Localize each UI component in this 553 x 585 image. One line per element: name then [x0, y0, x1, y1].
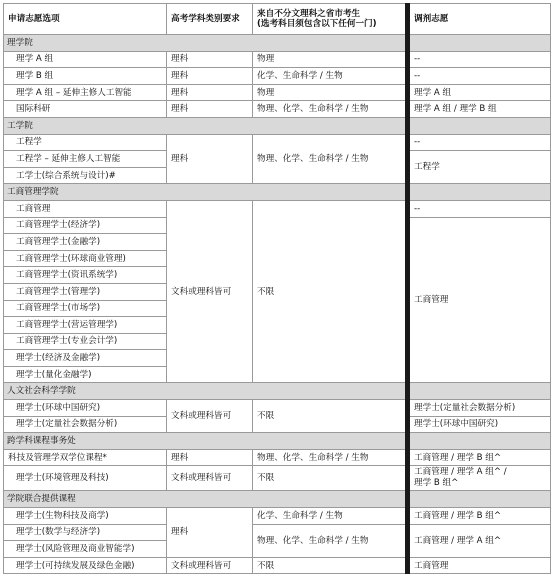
alternative-cell [408, 466, 551, 491]
table-row [4, 524, 551, 541]
programme-cell: 科技及管理学双学位课程* [4, 449, 167, 466]
programme-cell: 理学士(可持续发展及绿色金融) [4, 557, 167, 574]
section-row [4, 383, 551, 400]
section-alt-cell [408, 35, 551, 52]
subjects-cell: 物理、化学、生命科学 / 生物 [253, 134, 408, 184]
subjects-cell: 不限 [253, 466, 408, 491]
section-alt-cell [408, 433, 551, 450]
programme-cell: 工商管理学士(环球商业管理) [4, 250, 167, 267]
programme-cell: 工商管理学士(金融学) [4, 234, 167, 251]
programme-cell: 理学 A 组 – 延伸主修人工智能 [4, 84, 167, 101]
section-title: 跨学科课程事务处 [4, 433, 408, 450]
alternative-cell: 工商管理 [408, 557, 551, 574]
header-stream: 高考学科类别要求 [167, 4, 253, 35]
section-row [4, 433, 551, 450]
programme-cell: 理学士(数学与经济学) [4, 524, 167, 541]
programme-cell: 工程学 [4, 134, 167, 151]
section-title: 工商管理学院 [4, 184, 408, 201]
programme-cell: 工商管理 [4, 200, 167, 217]
subjects-cell: 物理 [253, 84, 408, 101]
section-title: 人文社会科学学院 [4, 383, 408, 400]
header-subjects-line1: 来自不分文理科之省市考生 [257, 9, 361, 19]
stream-cell: 理科 [167, 508, 253, 558]
section-title: 工学院 [4, 117, 408, 134]
programme-cell: 理学士(环球中国研究) [4, 400, 167, 417]
section-row [4, 35, 551, 52]
programme-cell: 理学士(环境管理及科技) [4, 466, 167, 491]
alternative-cell: 理学 A 组 [408, 84, 551, 101]
table-row [4, 400, 551, 417]
subjects-cell: 化学、生命科学 / 生物 [253, 68, 408, 85]
alternative-cell: 工商管理 / 理学 A 组^ [408, 524, 551, 557]
subjects-cell: 化学、生命科学 / 生物 [253, 508, 408, 525]
programme-cell: 理学士(定量社会数据分析) [4, 416, 167, 433]
alternative-cell: 理学士(定量社会数据分析) [408, 400, 551, 417]
section-title: 理学院 [4, 35, 408, 52]
table-row [4, 557, 551, 574]
alternative-cell: 工商管理 / 理学 B 组^ [408, 449, 551, 466]
header-row [4, 4, 551, 35]
programme-cell: 工商管理学士(营运管理学) [4, 317, 167, 334]
programme-cell: 工程学 – 延伸主修人工智能 [4, 151, 167, 168]
alternative-cell: 理学 A 组 / 理学 B 组 [408, 101, 551, 118]
programme-cell: 理学士(量化金融学) [4, 366, 167, 383]
stream-cell: 文科或理科皆可 [167, 557, 253, 574]
table-row [4, 101, 551, 118]
programme-cell: 理学士(风险管理及商业智能学) [4, 541, 167, 558]
subjects-cell: 不限 [253, 200, 408, 383]
programme-cell: 工商管理学士(经济学) [4, 217, 167, 234]
table-row [4, 68, 551, 85]
section-alt-cell [408, 117, 551, 134]
stream-cell: 文科或理科皆可 [167, 466, 253, 491]
alternative-cell: 工商管理 [408, 217, 551, 383]
section-alt-cell [408, 491, 551, 508]
alternative-cell: 理学士(环球中国研究) [408, 416, 551, 433]
alternative-cell: -- [408, 68, 551, 85]
programme-cell: 理学 A 组 [4, 51, 167, 68]
programme-cell: 工商管理学士(管理学) [4, 283, 167, 300]
subjects-cell: 物理、化学、生命科学 / 生物 [253, 101, 408, 118]
stream-cell: 理科 [167, 51, 253, 68]
stream-cell: 理科 [167, 84, 253, 101]
subjects-cell: 不限 [253, 400, 408, 433]
section-row [4, 491, 551, 508]
table-row [4, 449, 551, 466]
alternative-cell: -- [408, 51, 551, 68]
stream-cell: 理科 [167, 449, 253, 466]
table-row [4, 51, 551, 68]
stream-cell: 文科或理科皆可 [167, 400, 253, 433]
section-alt-cell [408, 184, 551, 201]
header-subjects-line2: (选考科目须包含以下任何一门) [257, 19, 377, 29]
programme-cell: 理学士(经济及金融学) [4, 350, 167, 367]
alternative-cell: -- [408, 200, 551, 217]
header-alternative: 调剂志愿 [408, 4, 551, 35]
alternative-cell: 工程学 [408, 151, 551, 184]
table-row [4, 134, 551, 151]
programme-cell: 国际科研 [4, 101, 167, 118]
programme-cell: 工商管理学士(资讯系统学) [4, 267, 167, 284]
programme-cell: 工学士(综合系统与设计)# [4, 167, 167, 184]
stream-cell: 理科 [167, 68, 253, 85]
stream-cell: 理科 [167, 134, 253, 184]
subjects-cell: 物理 [253, 51, 408, 68]
table-row [4, 200, 551, 217]
subjects-cell: 物理、化学、生命科学 / 生物 [253, 449, 408, 466]
table-row [4, 466, 551, 491]
alternative-cell: -- [408, 134, 551, 151]
programme-cell: 理学 B 组 [4, 68, 167, 85]
table-row [4, 84, 551, 101]
alternative-line1: 工商管理 / 理学 A 组^ / [414, 467, 507, 478]
programme-cell: 工商管理学士(专业会计学) [4, 333, 167, 350]
section-alt-cell [408, 383, 551, 400]
alternative-cell: 工商管理 / 理学 B 组^ [408, 508, 551, 525]
section-row [4, 117, 551, 134]
header-programme: 申请志愿选项 [4, 4, 167, 35]
programme-cell: 工商管理学士(市场学) [4, 300, 167, 317]
programme-requirements-table [3, 3, 551, 574]
subjects-cell: 物理、化学、生命科学 / 生物 [253, 524, 408, 557]
header-subjects [253, 4, 408, 35]
subjects-cell: 不限 [253, 557, 408, 574]
section-row [4, 184, 551, 201]
stream-cell: 理科 [167, 101, 253, 118]
programme-cell: 理学士(生物科技及商学) [4, 508, 167, 525]
table-row [4, 508, 551, 525]
section-title: 学院联合提供课程 [4, 491, 408, 508]
alternative-line2: 理学 B 组^ [414, 478, 459, 489]
stream-cell: 文科或理科皆可 [167, 200, 253, 383]
